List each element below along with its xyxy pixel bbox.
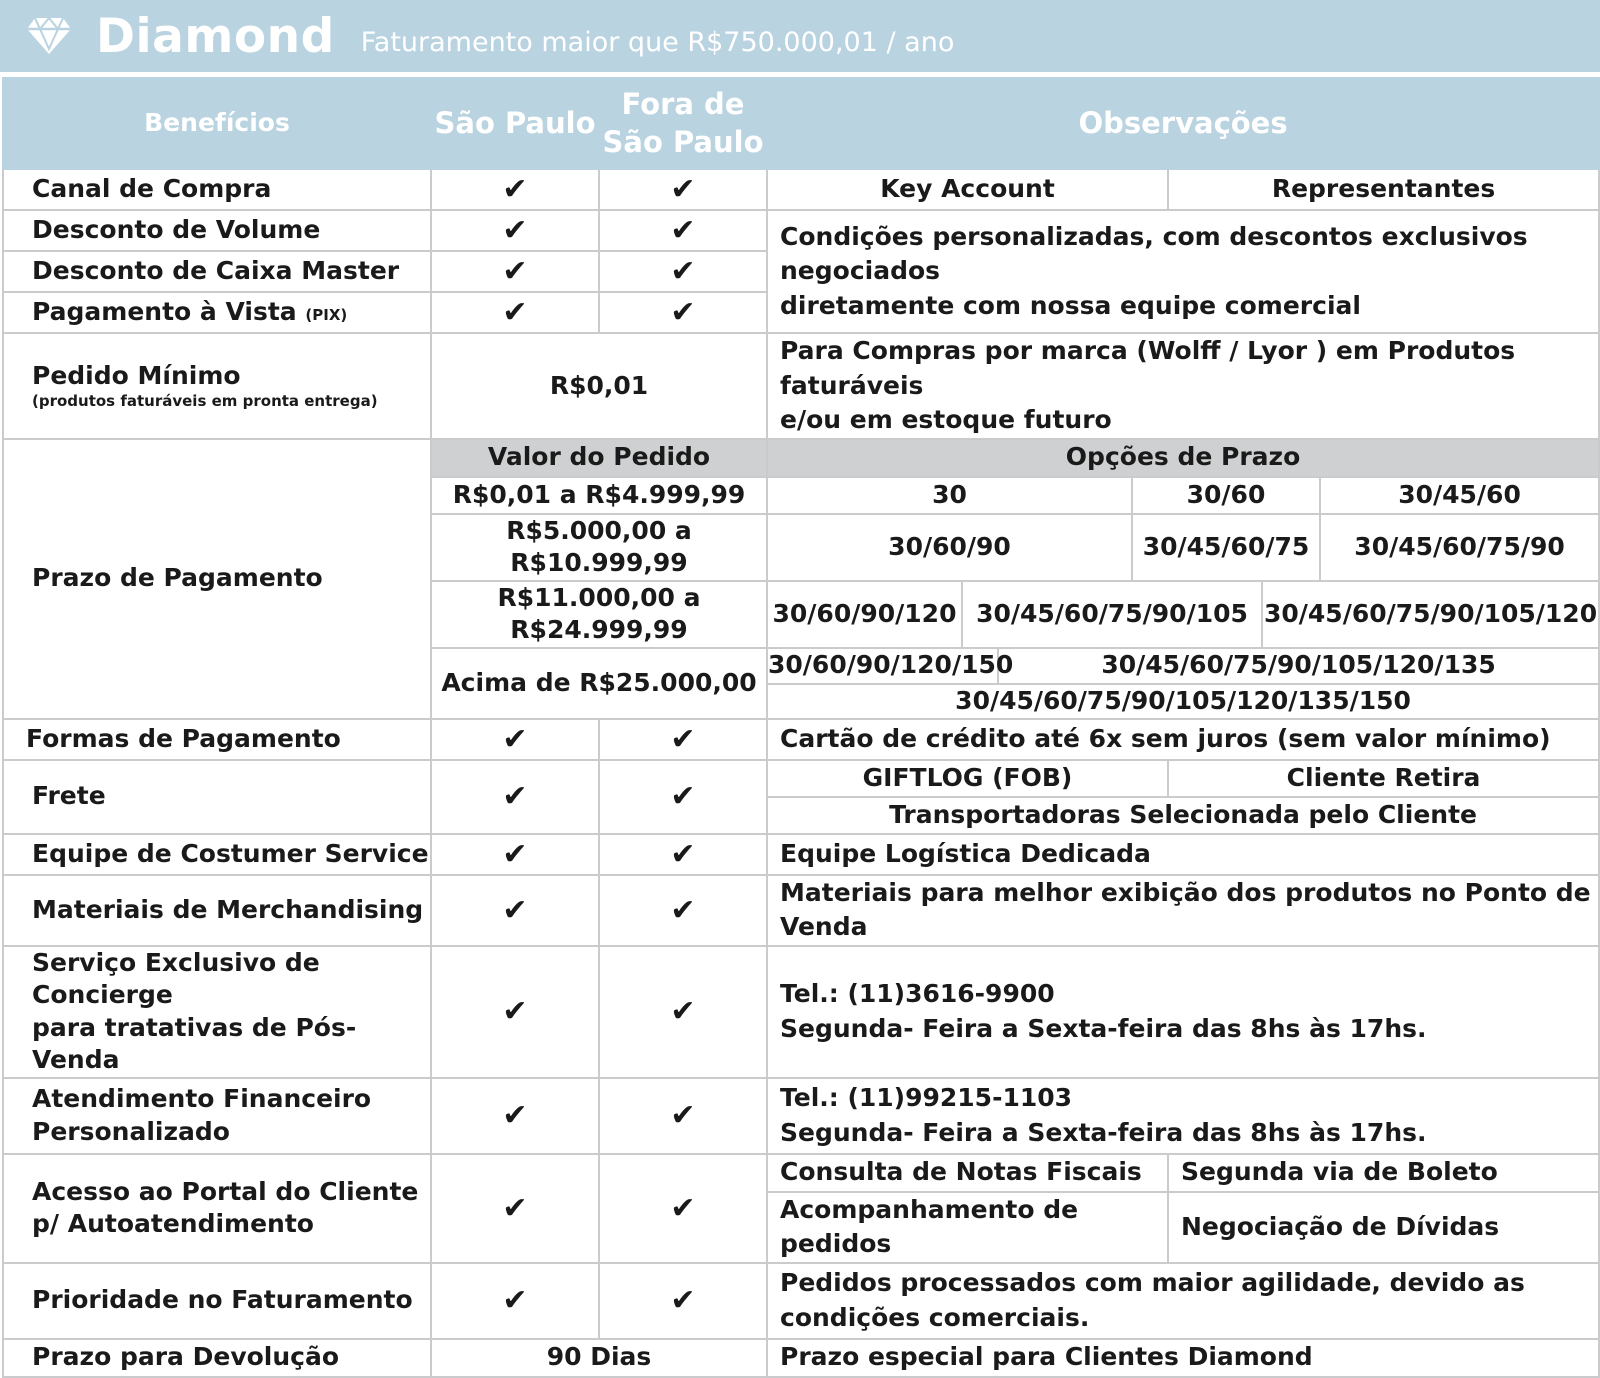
term-option: 30/60/90 xyxy=(767,514,1132,581)
table-row xyxy=(3,875,1599,946)
term-option: 30/60 xyxy=(1132,477,1320,514)
observation-cell: Consulta de Notas Fiscais xyxy=(767,1154,1168,1192)
benefit-label: Desconto de Volume xyxy=(3,210,431,251)
table-row xyxy=(3,1154,1599,1192)
check-icon: ✔ xyxy=(431,875,599,946)
table-row xyxy=(3,1078,1599,1154)
term-option: 30/60/90/120/150 xyxy=(767,648,998,684)
term-option: 30/45/60/75/90/105/120/135/150 xyxy=(767,684,1599,719)
subheader-opcoes: Opções de Prazo xyxy=(767,439,1599,477)
observation-cell: Transportadoras Selecionada pelo Cliente xyxy=(767,797,1599,834)
column-header-observacoes: Observações xyxy=(767,78,1599,169)
value-cell: 90 Dias xyxy=(431,1339,767,1377)
check-icon: ✔ xyxy=(431,1078,599,1154)
benefit-label: Desconto de Caixa Master xyxy=(3,251,431,292)
table-row xyxy=(3,834,1599,875)
table-row xyxy=(3,1339,1599,1377)
tier-range: Acima de R$25.000,00 xyxy=(431,648,767,719)
observation-cell: Prazo especial para Clientes Diamond xyxy=(767,1339,1599,1377)
benefit-label: Prazo para Devolução xyxy=(3,1339,431,1377)
check-icon: ✔ xyxy=(431,292,599,333)
check-icon: ✔ xyxy=(431,169,599,210)
column-header-fora-sao-paulo: Fora de São Paulo xyxy=(599,78,767,169)
benefit-label: Materiais de Merchandising xyxy=(3,875,431,946)
check-icon: ✔ xyxy=(599,875,767,946)
check-icon: ✔ xyxy=(599,834,767,875)
observation-cell: Cliente Retira xyxy=(1168,760,1599,797)
observation-cell: Key Account xyxy=(767,169,1168,210)
benefit-label: Acesso ao Portal do Cliente p/ Autoatendimento xyxy=(3,1154,431,1263)
term-option: 30 xyxy=(767,477,1132,514)
page-title: Diamond xyxy=(96,8,335,64)
check-icon: ✔ xyxy=(599,1154,767,1263)
check-icon: ✔ xyxy=(431,834,599,875)
benefit-label: Atendimento Financeiro Personalizado xyxy=(3,1078,431,1154)
observation-cell: GIFTLOG (FOB) xyxy=(767,760,1168,797)
check-icon: ✔ xyxy=(431,1154,599,1263)
benefit-label: Formas de Pagamento xyxy=(3,719,431,760)
tier-range: R$11.000,00 a R$24.999,99 xyxy=(431,581,767,648)
observation-cell: Pedidos processados com maior agilidade, devido as condições comerciais. xyxy=(767,1263,1599,1339)
term-option: 30/45/60/75/90 xyxy=(1320,514,1599,581)
benefit-label: Serviço Exclusivo de Concierge para tratativas de Pós-Venda xyxy=(3,946,431,1078)
subheader-valor: Valor do Pedido xyxy=(431,439,767,477)
observation-cell: Equipe Logística Dedicada xyxy=(767,834,1599,875)
value-cell: R$0,01 xyxy=(431,333,767,439)
check-icon: ✔ xyxy=(431,251,599,292)
observation-cell: Condições personalizadas, com descontos exclusivos negociados diretamente com nossa equipe comercial xyxy=(767,210,1599,333)
observation-cell: Tel.: (11)99215-1103 Segunda- Feira a Sexta-feira das 8hs às 17hs. xyxy=(767,1078,1599,1154)
table-row xyxy=(3,439,1599,477)
check-icon: ✔ xyxy=(431,210,599,251)
tier-range: R$0,01 a R$4.999,99 xyxy=(431,477,767,514)
observation-cell: Acompanhamento de pedidos xyxy=(767,1192,1168,1263)
check-icon: ✔ xyxy=(431,946,599,1078)
term-option: 30/45/60 xyxy=(1320,477,1599,514)
header-row xyxy=(3,78,1599,169)
tier-range: R$5.000,00 a R$10.999,99 xyxy=(431,514,767,581)
observation-cell: Segunda via de Boleto xyxy=(1168,1154,1599,1192)
table-row xyxy=(3,210,1599,251)
column-header-sao-paulo: São Paulo xyxy=(431,78,599,169)
check-icon: ✔ xyxy=(599,719,767,760)
check-icon: ✔ xyxy=(599,946,767,1078)
benefit-label: Pedido Mínimo (produtos faturáveis em pronta entrega) xyxy=(3,333,431,439)
benefit-label: Prioridade no Faturamento xyxy=(3,1263,431,1339)
benefit-label: Prazo de Pagamento xyxy=(3,439,431,719)
term-option: 30/45/60/75/90/105/120/135 xyxy=(998,648,1599,684)
title-bar xyxy=(0,0,1600,72)
observation-cell: Para Compras por marca (Wolff / Lyor ) em Produtos faturáveis e/ou em estoque futuro xyxy=(767,333,1599,439)
table-row xyxy=(3,719,1599,760)
check-icon: ✔ xyxy=(599,210,767,251)
observation-cell: Materiais para melhor exibição dos produtos no Ponto de Venda xyxy=(767,875,1599,946)
check-icon: ✔ xyxy=(599,251,767,292)
check-icon: ✔ xyxy=(599,169,767,210)
check-icon: ✔ xyxy=(599,1263,767,1339)
observation-cell: Negociação de Dívidas xyxy=(1168,1192,1599,1263)
table-row xyxy=(3,946,1599,1078)
table-row xyxy=(3,760,1599,797)
term-option: 30/45/60/75/90/105 xyxy=(962,581,1262,648)
benefit-label: Frete xyxy=(3,760,431,834)
benefits-table xyxy=(2,77,1600,1378)
table-row xyxy=(3,1263,1599,1339)
observation-cell: Representantes xyxy=(1168,169,1599,210)
page-subtitle: Faturamento maior que R$750.000,01 / ano xyxy=(360,26,955,58)
table-row xyxy=(3,169,1599,210)
term-option: 30/60/90/120 xyxy=(767,581,962,648)
check-icon: ✔ xyxy=(599,1078,767,1154)
term-option: 30/45/60/75/90/105/120 xyxy=(1262,581,1599,648)
check-icon: ✔ xyxy=(431,760,599,834)
observation-cell: Tel.: (11)3616-9900 Segunda- Feira a Sexta-feira das 8hs às 17hs. xyxy=(767,946,1599,1078)
column-header-benefits: Benefícios xyxy=(3,78,431,169)
term-option: 30/45/60/75 xyxy=(1132,514,1320,581)
benefit-label: Canal de Compra xyxy=(3,169,431,210)
observation-cell: Cartão de crédito até 6x sem juros (sem valor mínimo) xyxy=(767,719,1599,760)
benefit-label: Pagamento à Vista (PIX) xyxy=(3,292,431,333)
benefit-label: Equipe de Costumer Service xyxy=(3,834,431,875)
table-row xyxy=(3,333,1599,439)
check-icon: ✔ xyxy=(599,292,767,333)
check-icon: ✔ xyxy=(431,719,599,760)
diamond-icon xyxy=(26,16,72,56)
check-icon: ✔ xyxy=(599,760,767,834)
check-icon: ✔ xyxy=(431,1263,599,1339)
